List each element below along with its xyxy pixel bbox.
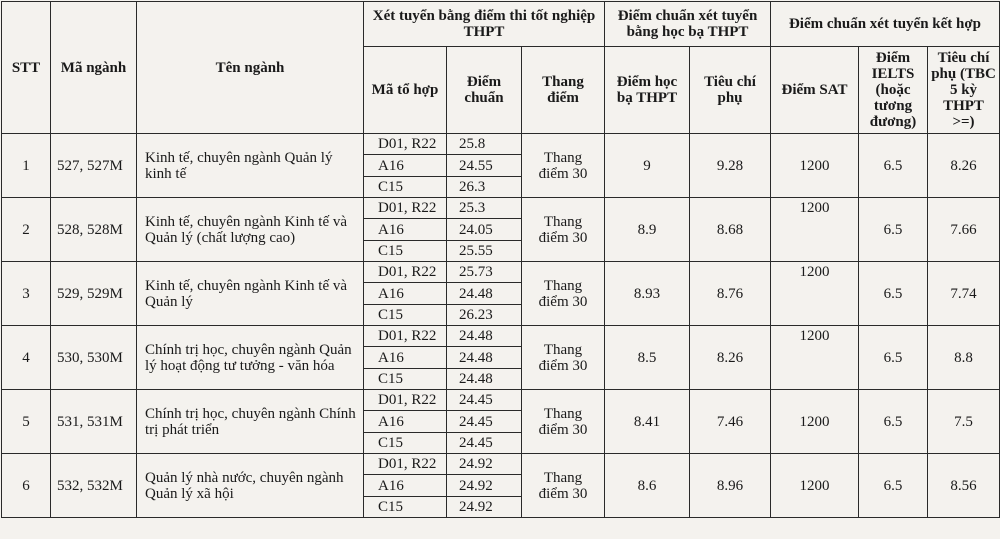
row-stt: 4 — [2, 326, 51, 390]
row-diem-ielts: 6.5 — [859, 454, 928, 518]
combo-code: D01, R22 — [364, 134, 447, 155]
header-diem-ielts: Điểm IELTS (hoặc tương đương) — [859, 47, 928, 134]
row-stt: 3 — [2, 262, 51, 326]
combo-score: 24.48 — [447, 283, 522, 305]
row-ma-nganh: 532, 532M — [51, 454, 137, 518]
combo-code: A16 — [364, 411, 447, 433]
row-tieu-chi-phu: 8.68 — [690, 198, 771, 262]
row-tieu-chi-phu-ket-hop: 8.56 — [928, 454, 1000, 518]
header-group-hoc-ba: Điểm chuẩn xét tuyển bằng học bạ THPT — [605, 2, 771, 47]
combo-code: D01, R22 — [364, 390, 447, 411]
combo-code: D01, R22 — [364, 326, 447, 347]
row-tieu-chi-phu: 8.26 — [690, 326, 771, 390]
row-diem-hoc-ba: 8.41 — [605, 390, 690, 454]
row-ten-nganh: Chính trị học, chuyên ngành Chính trị phát triển — [137, 390, 364, 454]
row-diem-sat: 1200 — [771, 262, 859, 326]
table-row — [2, 390, 1000, 411]
header-group-thpt: Xét tuyển bằng điểm thi tốt nghiệp THPT — [364, 2, 605, 47]
header-group-ket-hop: Điểm chuẩn xét tuyển kết hợp — [771, 2, 1000, 47]
row-thang-diem: Thang điểm 30 — [522, 454, 605, 518]
row-diem-hoc-ba: 8.9 — [605, 198, 690, 262]
row-diem-sat: 1200 — [771, 326, 859, 390]
header-tieu-chi-phu-ket-hop: Tiêu chí phụ (TBC 5 kỳ THPT >=) — [928, 47, 1000, 134]
combo-code: D01, R22 — [364, 198, 447, 219]
row-diem-sat: 1200 — [771, 198, 859, 262]
header-diem-hoc-ba: Điểm học bạ THPT — [605, 47, 690, 134]
row-ma-nganh: 530, 530M — [51, 326, 137, 390]
table-row — [2, 134, 1000, 155]
combo-score: 24.92 — [447, 497, 522, 518]
row-diem-hoc-ba: 9 — [605, 134, 690, 198]
combo-score: 25.73 — [447, 262, 522, 283]
combo-code: C15 — [364, 305, 447, 326]
row-thang-diem: Thang điểm 30 — [522, 390, 605, 454]
combo-score: 24.45 — [447, 390, 522, 411]
combo-score: 24.48 — [447, 369, 522, 390]
combo-score: 25.3 — [447, 198, 522, 219]
row-diem-ielts: 6.5 — [859, 198, 928, 262]
combo-score: 24.05 — [447, 219, 522, 241]
row-tieu-chi-phu-ket-hop: 7.5 — [928, 390, 1000, 454]
row-tieu-chi-phu-ket-hop: 7.74 — [928, 262, 1000, 326]
header-tieu-chi-phu: Tiêu chí phụ — [690, 47, 771, 134]
row-diem-sat: 1200 — [771, 390, 859, 454]
row-diem-ielts: 6.5 — [859, 390, 928, 454]
combo-code: A16 — [364, 347, 447, 369]
combo-code: C15 — [364, 369, 447, 390]
combo-code: D01, R22 — [364, 262, 447, 283]
row-diem-ielts: 6.5 — [859, 262, 928, 326]
row-ma-nganh: 529, 529M — [51, 262, 137, 326]
row-diem-ielts: 6.5 — [859, 134, 928, 198]
combo-code: A16 — [364, 155, 447, 177]
combo-score: 26.23 — [447, 305, 522, 326]
table-row — [2, 198, 1000, 219]
row-thang-diem: Thang điểm 30 — [522, 326, 605, 390]
combo-score: 25.8 — [447, 134, 522, 155]
header-ma-nganh: Mã ngành — [51, 2, 137, 134]
row-ten-nganh: Kinh tế, chuyên ngành Kinh tế và Quản lý — [137, 262, 364, 326]
combo-score: 24.92 — [447, 454, 522, 475]
row-diem-ielts: 6.5 — [859, 326, 928, 390]
row-ma-nganh: 531, 531M — [51, 390, 137, 454]
combo-code: A16 — [364, 283, 447, 305]
row-tieu-chi-phu: 8.76 — [690, 262, 771, 326]
row-tieu-chi-phu-ket-hop: 8.8 — [928, 326, 1000, 390]
row-stt: 6 — [2, 454, 51, 518]
combo-score: 24.45 — [447, 411, 522, 433]
admission-scores-table — [1, 1, 1000, 518]
row-tieu-chi-phu: 9.28 — [690, 134, 771, 198]
row-diem-hoc-ba: 8.6 — [605, 454, 690, 518]
table-row — [2, 262, 1000, 283]
row-ma-nganh: 528, 528M — [51, 198, 137, 262]
row-diem-sat: 1200 — [771, 134, 859, 198]
row-diem-sat: 1200 — [771, 454, 859, 518]
row-stt: 2 — [2, 198, 51, 262]
row-ma-nganh: 527, 527M — [51, 134, 137, 198]
table-row — [2, 326, 1000, 347]
row-tieu-chi-phu-ket-hop: 8.26 — [928, 134, 1000, 198]
combo-score: 25.55 — [447, 241, 522, 262]
combo-score: 24.45 — [447, 433, 522, 454]
row-diem-hoc-ba: 8.93 — [605, 262, 690, 326]
table-row — [2, 454, 1000, 475]
combo-score: 24.48 — [447, 347, 522, 369]
row-ten-nganh: Chính trị học, chuyên ngành Quản lý hoạt động tư tưởng - văn hóa — [137, 326, 364, 390]
row-stt: 5 — [2, 390, 51, 454]
combo-code: A16 — [364, 219, 447, 241]
combo-code: C15 — [364, 177, 447, 198]
row-thang-diem: Thang điểm 30 — [522, 134, 605, 198]
row-ten-nganh: Kinh tế, chuyên ngành Kinh tế và Quản lý (chất lượng cao) — [137, 198, 364, 262]
row-ten-nganh: Quản lý nhà nước, chuyên ngành Quản lý xã hội — [137, 454, 364, 518]
header-thang-diem: Thang điểm — [522, 47, 605, 134]
combo-code: C15 — [364, 433, 447, 454]
row-tieu-chi-phu-ket-hop: 7.66 — [928, 198, 1000, 262]
row-ten-nganh: Kinh tế, chuyên ngành Quản lý kinh tế — [137, 134, 364, 198]
row-diem-hoc-ba: 8.5 — [605, 326, 690, 390]
header-ma-to-hop: Mã tổ hợp — [364, 47, 447, 134]
combo-code: C15 — [364, 497, 447, 518]
combo-code: D01, R22 — [364, 454, 447, 475]
row-tieu-chi-phu: 7.46 — [690, 390, 771, 454]
header-diem-sat: Điểm SAT — [771, 47, 859, 134]
header-ten-nganh: Tên ngành — [137, 2, 364, 134]
header-diem-chuan: Điểm chuẩn — [447, 47, 522, 134]
combo-score: 24.55 — [447, 155, 522, 177]
combo-score: 24.92 — [447, 475, 522, 497]
row-stt: 1 — [2, 134, 51, 198]
combo-score: 24.48 — [447, 326, 522, 347]
row-thang-diem: Thang điểm 30 — [522, 262, 605, 326]
combo-code: A16 — [364, 475, 447, 497]
combo-score: 26.3 — [447, 177, 522, 198]
combo-code: C15 — [364, 241, 447, 262]
row-thang-diem: Thang điểm 30 — [522, 198, 605, 262]
row-tieu-chi-phu: 8.96 — [690, 454, 771, 518]
header-stt: STT — [2, 2, 51, 134]
